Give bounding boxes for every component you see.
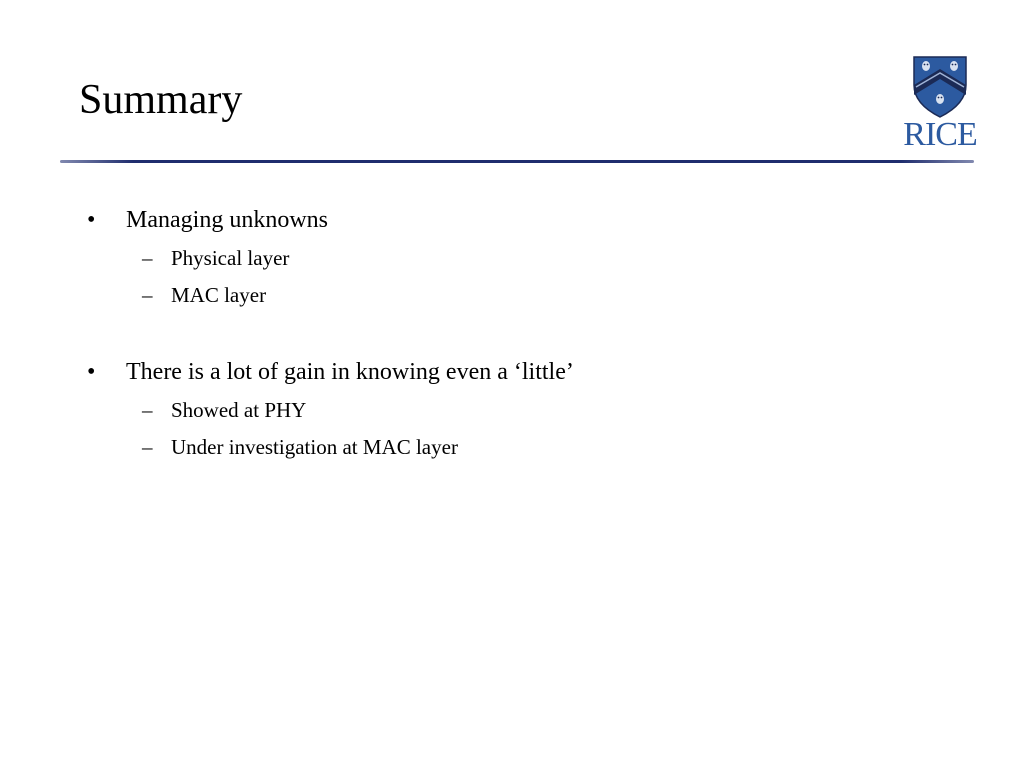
bullet-item: Managing unknowns	[126, 207, 328, 233]
title-divider	[60, 160, 974, 163]
sub-bullet-marker: –	[142, 435, 153, 459]
sub-bullet-item: MAC layer	[171, 283, 267, 307]
sub-bullet-item: Under investigation at MAC layer	[171, 435, 458, 459]
rice-wordmark: RICE	[903, 116, 977, 153]
bullet-marker: •	[87, 359, 96, 385]
sub-bullet-item: Physical layer	[171, 246, 290, 270]
bullet-item: There is a lot of gain in knowing even a ‘little’	[126, 359, 574, 385]
sub-bullet-marker: –	[142, 398, 153, 422]
bullet-marker: •	[87, 207, 96, 233]
rice-logo	[900, 55, 980, 155]
sub-bullet-marker: –	[142, 246, 153, 270]
sub-bullet-item: Showed at PHY	[171, 398, 307, 422]
sub-bullet-marker: –	[142, 283, 153, 307]
rice-shield-icon	[900, 55, 980, 119]
slide-title: Summary	[79, 77, 243, 123]
